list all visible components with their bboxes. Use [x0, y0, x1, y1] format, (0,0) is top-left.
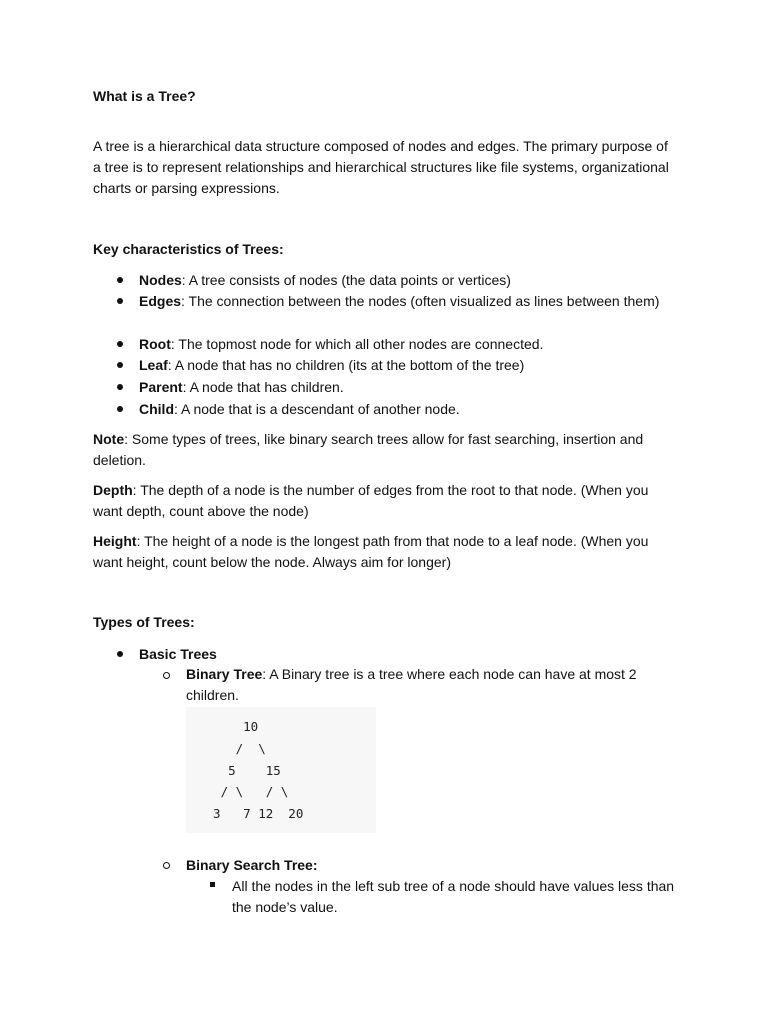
depth-paragraph [93, 480, 673, 522]
list-item-root [139, 334, 669, 355]
list-item-child [139, 399, 669, 420]
bullet-icon [117, 341, 123, 347]
binary-tree-text: : A Binary tree is a tree where each node can have at most 2 children. [186, 666, 637, 703]
basic-trees-label: Basic Trees [139, 646, 217, 662]
heading-types-of-trees: Types of Trees: [93, 614, 195, 630]
bullet-icon [117, 362, 123, 368]
height-text: : The height of a node is the longest path from that node to a leaf node. (When you want height, count below the node. Always aim for longer) [93, 533, 649, 570]
list-item-parent [139, 377, 669, 398]
term: Edges [139, 293, 182, 309]
height-term: Height [93, 533, 137, 549]
note-paragraph [93, 429, 673, 471]
definition: : A node that has children. [182, 379, 344, 395]
definition: : The topmost node for which all other nodes are connected. [170, 336, 544, 352]
definition: : A tree consists of nodes (the data points or vertices) [181, 272, 511, 288]
binary-tree-term: Binary Tree [186, 666, 263, 682]
circle-bullet-icon [163, 672, 170, 679]
term: Child [139, 401, 174, 417]
heading-key-characteristics: Key characteristics of Trees: [93, 241, 284, 257]
bullet-icon [117, 384, 123, 390]
binary-tree-item [186, 664, 676, 706]
list-item-leaf [139, 355, 669, 376]
square-bullet-icon [210, 882, 215, 887]
heading-what-is-a-tree: What is a Tree? [93, 88, 196, 104]
definition: : A node that is a descendant of another node. [174, 401, 460, 417]
circle-bullet-icon [163, 862, 170, 869]
binary-tree-diagram [186, 707, 376, 833]
bullet-icon [117, 277, 123, 283]
definition: : A node that has no children (its at the bottom of the tree) [167, 357, 525, 373]
bullet-icon [117, 406, 123, 412]
term: Nodes [139, 272, 182, 288]
note-text: : Some types of trees, like binary search trees allow for fast searching, insertion and deletion. [93, 431, 644, 468]
list-item-nodes [139, 270, 669, 291]
bst-rule: All the nodes in the left sub tree of a node should have values less than the node’s value. [232, 878, 675, 915]
definition: : The connection between the nodes (often visualized as lines between them) [181, 293, 660, 309]
depth-term: Depth [93, 482, 133, 498]
bullet-icon [117, 298, 123, 304]
note-term: Note [93, 431, 125, 447]
height-paragraph [93, 531, 673, 573]
term: Parent [139, 379, 183, 395]
bullet-icon [117, 651, 123, 657]
term: Root [139, 336, 171, 352]
binary-tree-diagram-text: 10 / \ 5 15 / \ / \ 3 7 12 20 [213, 719, 304, 822]
intro-paragraph: A tree is a hierarchical data structure composed of nodes and edges. The primary purpose of a tree is to represent relationships and hierarchical structures like file systems, organizational charts or parsing expressions. [93, 138, 669, 196]
depth-text: : The depth of a node is the number of edges from the root to that node. (When you want depth, count above the node) [93, 482, 649, 519]
term: Leaf [139, 357, 168, 373]
list-item-edges [139, 291, 669, 312]
bst-title: Binary Search Tree: [186, 857, 318, 873]
